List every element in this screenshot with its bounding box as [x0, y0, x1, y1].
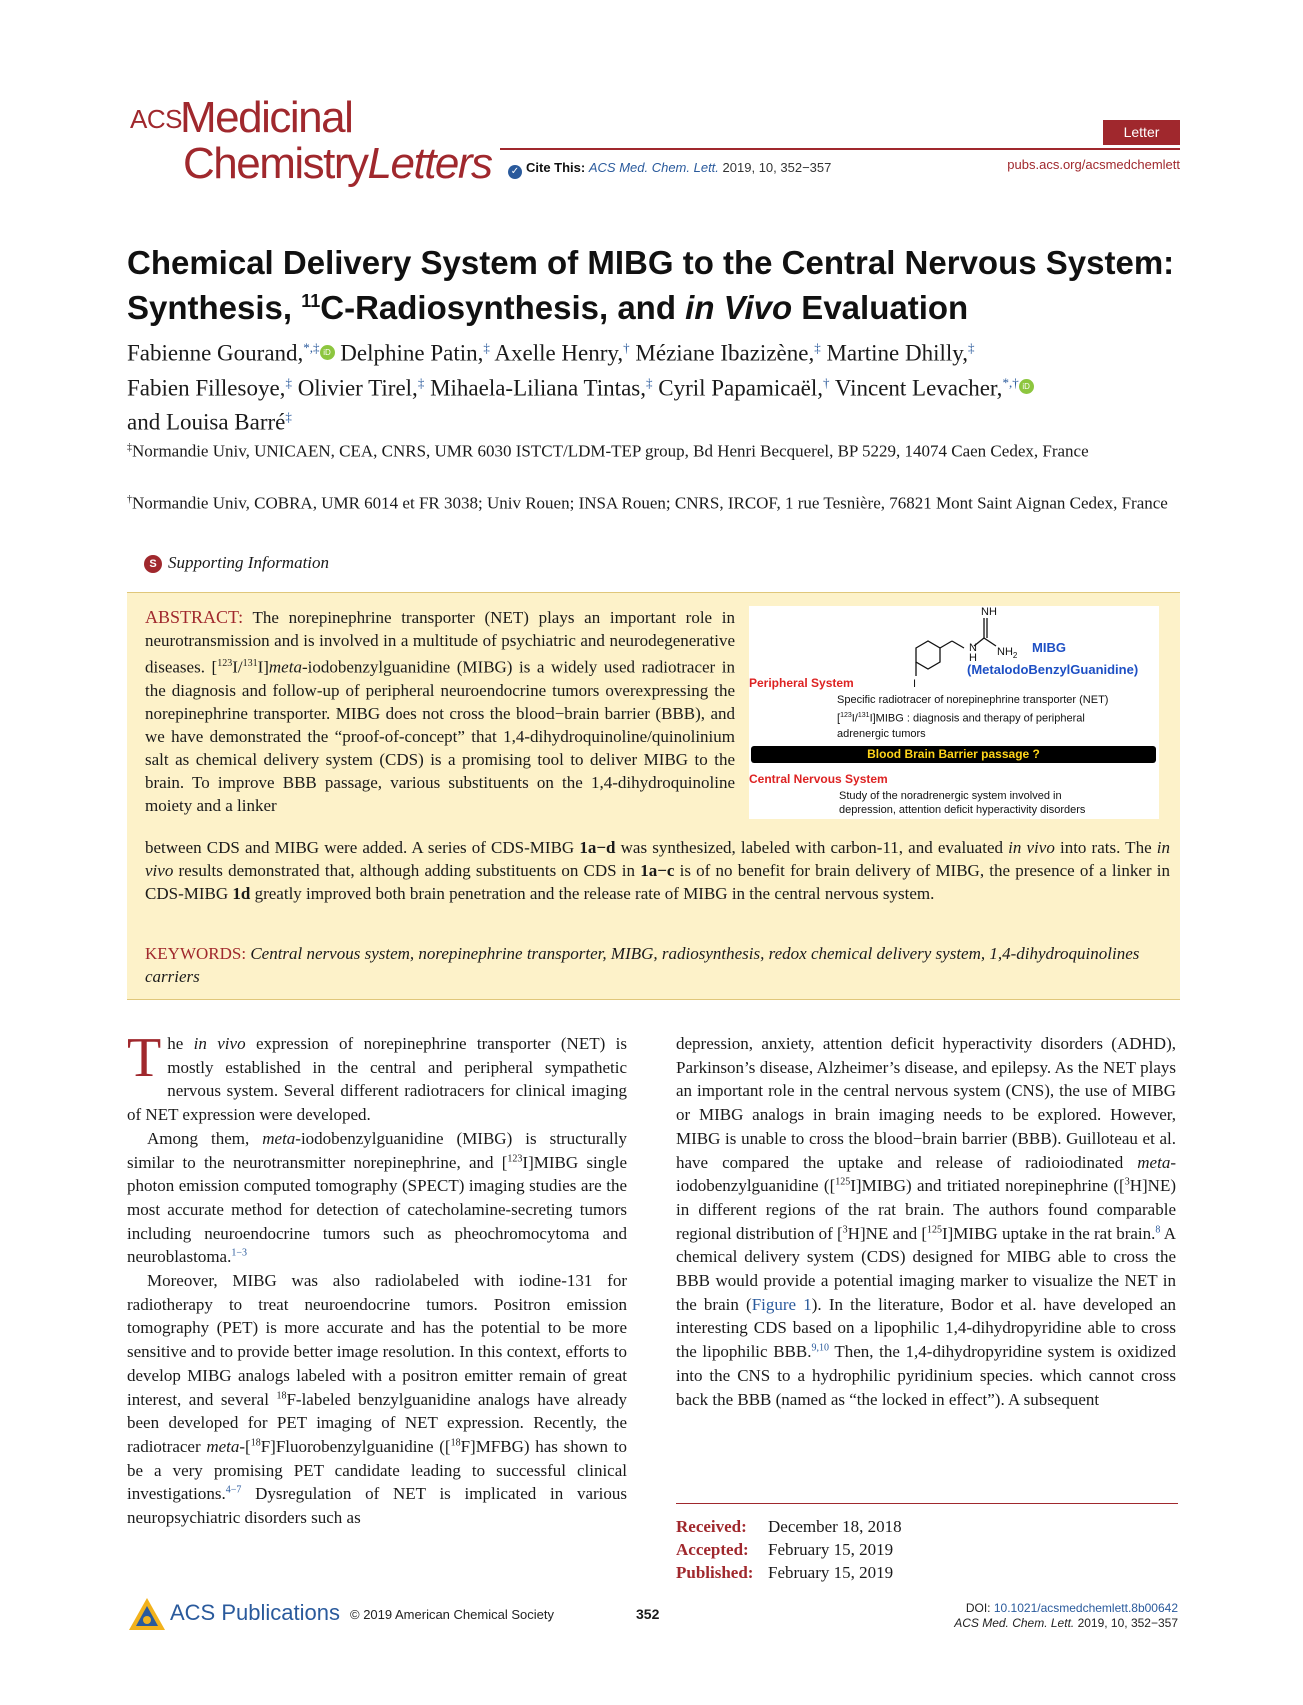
- body-left-column: [127, 1027, 628, 1530]
- abstract-italic: in vivo: [145, 838, 1170, 880]
- logo-chemistry: [183, 139, 492, 188]
- abstract-sup: 123: [217, 658, 233, 669]
- author-name[interactable]: Cyril Papamicaël,: [658, 375, 824, 401]
- date-value: February 15, 2019: [768, 1540, 894, 1559]
- text-sup: 3: [842, 1223, 848, 1235]
- toc-cns-2: depression, attention deficit hyperactivity disorders: [839, 804, 1086, 816]
- citation-link[interactable]: 4−7: [225, 1484, 242, 1496]
- logo-letters-word: Letters: [367, 139, 492, 188]
- text-part: Then, the 1,4-dihydropyridine system is oxidized into the CNS to a hydrophilic pyridinium species. which cannot cross back the BBB (named as “the locked in effect”). A subsequent: [676, 1342, 1176, 1409]
- abstract-part: I]: [257, 657, 269, 677]
- toc-cns-1: Study of the noradrenergic system involved in: [839, 790, 1062, 802]
- body-right-column: [676, 1032, 1176, 1411]
- toc-spec: Specific radiotracer of norepinephrine transporter (NET): [837, 694, 1109, 706]
- header-rule: [500, 148, 1180, 150]
- date-label: Received:: [676, 1517, 747, 1536]
- author-name[interactable]: Delphine Patin,: [340, 340, 484, 366]
- abstract-label: ABSTRACT:: [145, 607, 244, 627]
- journal-ref: [860, 1616, 1178, 1631]
- compound-ref: 1a−d: [579, 838, 616, 857]
- orcid-icon[interactable]: iD: [1019, 379, 1034, 394]
- text-part: he: [167, 1034, 194, 1053]
- toc-nh2-sub: 2: [1012, 651, 1018, 661]
- drop-cap: T: [127, 1027, 162, 1089]
- supporting-info-icon: S: [144, 555, 162, 573]
- date-value: February 15, 2019: [768, 1563, 894, 1582]
- aff-mark: †: [127, 494, 132, 505]
- toc-cns: Central Nervous System: [749, 772, 888, 786]
- logo-chemistry-word: Chemistry: [183, 139, 368, 188]
- acs-publications-link[interactable]: ACS Publications: [170, 1600, 340, 1625]
- title-italic: in Vivo: [685, 289, 793, 326]
- journal-volume: 2019, 10, 352−357: [1074, 1616, 1178, 1630]
- check-icon: ✓: [508, 165, 522, 179]
- journal-url-link[interactable]: pubs.acs.org/acsmedchemlett: [1007, 157, 1180, 172]
- page-number: 352: [636, 1606, 660, 1622]
- cite-volume: 2019, 10, 352−357: [722, 160, 832, 175]
- abstract-part: I/: [232, 657, 243, 677]
- author-mark: *,†: [1002, 374, 1019, 390]
- text-part: Moreover, MIBG was also radiolabeled with iodine-131 for radiotherapy to treat neuroendocrine tumors. Positron emission tomography (PET) is more accurate and has the potential to be more sensitive and to provide better image resolution. In this context, efforts to develop MIBG analogs labeled with a positron emitter remain of great interest, and several: [127, 1271, 627, 1409]
- compound-ref: 1d: [232, 884, 251, 903]
- text-part: H]NE and [: [847, 1223, 927, 1243]
- paragraph: [127, 1027, 627, 1127]
- author-mark: ‡: [417, 374, 425, 390]
- author-mark: †: [823, 374, 830, 390]
- toc-part: I]MIBG : diagnosis and therapy of peripheral: [869, 712, 1085, 725]
- text-italic: meta: [262, 1128, 296, 1148]
- author-list: [127, 333, 1187, 437]
- toc-graphic: [749, 606, 1159, 819]
- text-sup: 18: [276, 1389, 287, 1401]
- author-name[interactable]: Axelle Henry,: [494, 340, 624, 366]
- cite-this[interactable]: [508, 160, 831, 179]
- dates-rule: [676, 1503, 1178, 1504]
- doi-line: [860, 1601, 1178, 1616]
- text-part: ). In the literature, Bodor et al. have developed an interesting CDS based on a lipophilic 1,4-dihydropyridine able to cross the lipophilic BBB.: [676, 1294, 1177, 1362]
- text-part: I]MIBG uptake in the rat brain.: [941, 1223, 1156, 1243]
- text-part: A chemical delivery system (CDS) designed for MIBG able to cross the BBB would provide a potential imaging marker to visualize the NET in the brain (: [676, 1223, 1176, 1314]
- author-name[interactable]: and Louisa Barré: [127, 409, 286, 435]
- abstract-part: -iodobenzylguanidine (MIBG) is a widely used radiotracer in the diagnosis and follow-up of peripheral neuroendocrine tumors overexpressing the norepinephrine transporter. MIBG does not cross the blood−brain barrier (BBB), and we have demonstrated the “proof-of-concept” that 1,4-dihydroquinoline/quinolinium salt as chemical delivery system (CDS) is a promising tool to deliver MIBG to the brain. To improve BBB passage, various substituents on the 1,4-dihydroquinoline moiety and a linker: [145, 657, 735, 815]
- toc-part: I/: [851, 712, 858, 725]
- toc-mibg-full: (MetaIodoBenzylGuanidine): [967, 662, 1139, 677]
- text-part: Dysregulation of NET is implicated in various neuropsychiatric disorders such as: [127, 1484, 627, 1528]
- abstract-part: between CDS and MIBG were added. A series of CDS-MIBG: [145, 838, 580, 857]
- article-type-badge: Letter: [1103, 120, 1180, 145]
- date-value: December 18, 2018: [768, 1517, 902, 1536]
- toc-sup: 123: [840, 712, 852, 719]
- text-sup: 125: [835, 1176, 851, 1188]
- copyright: © 2019 American Chemical Society: [350, 1607, 554, 1622]
- aff-text: Normandie Univ, UNICAEN, CEA, CNRS, UMR 6030 ISTCT/LDM-TEP group, Bd Henri Becquerel, BP 5229, 14074 Caen Cedex, France: [132, 441, 1089, 461]
- title-part: Synthesis,: [127, 289, 302, 326]
- text-sup: 3: [1124, 1176, 1130, 1188]
- abstract-sup: 131: [242, 658, 258, 669]
- text-part: depression, anxiety, attention deficit hyperactivity disorders (ADHD), Parkinson’s disease, Alzheimer’s disease, and epilepsy. As the NET plays an important role in the central nervous system (CNS), the use of MIBG or MIBG analogs in brain imaging needs to be explored. However, MIBG is unable to cross the blood−brain barrier (BBB). Guilloteau et al. have compared the uptake and release of radioiodinated: [676, 1034, 1176, 1172]
- abstract-text-bottom: [145, 836, 1170, 905]
- abstract-italic: meta: [268, 657, 302, 677]
- toc-label-nh2: [997, 646, 1017, 660]
- text-part: F]Fluorobenzylguanidine ([: [260, 1436, 451, 1456]
- text-italic: meta: [206, 1436, 240, 1456]
- abstract-part: The norepinephrine transporter (NET) plays an important role in neurotransmission and is involved in a multitude of psychiatric and neurodegenerative diseases. [: [145, 608, 735, 677]
- affiliation-2: [127, 488, 1187, 515]
- text-italic: meta: [1137, 1152, 1171, 1172]
- author-mark: ‡: [968, 340, 975, 355]
- aff-text: Normandie Univ, COBRA, UMR 6014 et FR 3038; Univ Rouen; INSA Rouen; CNRS, IRCOF, 1 rue Tesnière, 76821 Mont Saint Aignan Cedex, France: [132, 493, 1168, 513]
- article-title: [127, 244, 1187, 327]
- abstract-part: is of no benefit for brain delivery of MIBG, the presence of a linker in CDS-MIBG: [145, 861, 1170, 903]
- text-sup: 123: [507, 1152, 523, 1164]
- keywords: [145, 942, 1170, 988]
- title-part: Evaluation: [792, 289, 969, 326]
- toc-line2: [837, 712, 1085, 725]
- author-name[interactable]: Vincent Levacher,: [834, 375, 1003, 401]
- text-sup: 18: [250, 1437, 261, 1449]
- accepted-date: [676, 1538, 902, 1561]
- title-part: C-Radiosynthesis, and: [320, 289, 686, 326]
- date-label: Accepted:: [676, 1540, 749, 1559]
- keywords-label: KEYWORDS:: [145, 944, 247, 963]
- citation-link[interactable]: 8: [1155, 1223, 1161, 1235]
- toc-sup: 131: [857, 712, 870, 719]
- acs-publications-logo-icon: [127, 1596, 167, 1634]
- abstract-italic: in vivo: [1008, 838, 1055, 857]
- text-part: F]MFBG) has shown to be a very promising PET candidate leading to successful clinical investigations.: [127, 1436, 627, 1504]
- paragraph: [127, 1127, 627, 1269]
- author-mark: ‡: [285, 374, 292, 390]
- toc-bbb-bar: Blood Brain Barrier passage ?: [751, 746, 1156, 763]
- toc-label-nh: NH: [981, 606, 997, 618]
- figure-link[interactable]: Figure 1: [751, 1294, 812, 1314]
- text-sup: 18: [450, 1437, 461, 1449]
- aff-mark: ‡: [127, 442, 132, 453]
- toc-label-n: N: [969, 642, 977, 654]
- text-italic: in vivo: [193, 1034, 246, 1053]
- author-name[interactable]: Martine Dhilly,: [826, 340, 969, 366]
- text-part: -iodobenzylguanidine ([: [676, 1152, 1176, 1196]
- doi-link[interactable]: 10.1021/acsmedchemlett.8b00642: [993, 1601, 1178, 1615]
- cite-label: Cite This:: [526, 160, 586, 175]
- author-name[interactable]: Mihaela-Liliana Tintas,: [430, 375, 646, 401]
- supporting-information-link[interactable]: [144, 553, 329, 573]
- article-dates: [676, 1515, 902, 1584]
- author-mark: †: [623, 340, 630, 355]
- toc-mibg: MIBG: [1032, 640, 1066, 655]
- title-line-2: [127, 282, 1187, 327]
- doi-block: [860, 1601, 1178, 1631]
- affiliation-1: [127, 436, 1187, 463]
- supporting-info-label: Supporting Information: [168, 553, 330, 572]
- toc-line3: adrenergic tumors: [837, 728, 926, 740]
- text-part: F-labeled benzylguanidine analogs have already been developed for PET imaging of NET expression. Recently, the radiotracer: [127, 1389, 628, 1456]
- toc-part: [: [837, 712, 841, 725]
- text-part: expression of norepinephrine transporter (NET) is mostly established in the central and peripheral sympathetic nervous system. Several different radiotracers for clinical imaging of NET expression were developed.: [127, 1034, 627, 1125]
- text-part: H]NE) in different regions of the rat brain. The authors found comparable regional distribution of [: [676, 1176, 1176, 1243]
- published-date: [676, 1561, 902, 1584]
- title-sup: 11: [301, 291, 321, 311]
- cite-journal: ACS Med. Chem. Lett.: [588, 160, 719, 175]
- author-name[interactable]: Fabienne Gourand,: [127, 340, 304, 366]
- text-sup: 125: [926, 1223, 942, 1235]
- doi-label: DOI:: [965, 1601, 994, 1615]
- journal-name: ACS Med. Chem. Lett.: [954, 1616, 1075, 1630]
- compound-ref: 1a−c: [640, 861, 675, 880]
- citation-link[interactable]: 9,10: [811, 1342, 829, 1354]
- orcid-icon[interactable]: iD: [320, 345, 335, 360]
- paragraph: [127, 1269, 627, 1530]
- logo-acs: ACS: [130, 104, 182, 134]
- abstract-part: results demonstrated that, although adding substituents on CDS in: [173, 861, 641, 880]
- toc-label-h: H: [969, 652, 977, 664]
- text-part: I]MIBG) and tritiated norepinephrine ([: [850, 1176, 1125, 1196]
- date-label: Published:: [676, 1563, 754, 1582]
- author-name[interactable]: Méziane Ibazizène,: [635, 340, 815, 366]
- toc-nh2-text: NH: [997, 646, 1013, 658]
- author-name[interactable]: Olivier Tirel,: [297, 375, 418, 401]
- logo-medicinal: Medicinal: [180, 93, 353, 142]
- abstract-part: was synthesized, labeled with carbon-11, and evaluated: [615, 838, 1009, 857]
- toc-label-i: I: [913, 678, 917, 690]
- text-part: -iodobenzylguanidine (MIBG) is structurally similar to the neurotransmitter norepinephrine, and [: [127, 1128, 627, 1172]
- title-line-1: Chemical Delivery System of MIBG to the Central Nervous System:: [127, 244, 1175, 281]
- paragraph: [676, 1032, 1176, 1411]
- author-mark: ‡: [645, 374, 653, 390]
- text-part: I]MIBG single photon emission computed tomography (SPECT) imaging studies are the most accurate method for detection of catecholamine-secreting tumors including neuroendocrine tumors such as pheochromocytoma and neuroblastoma.: [127, 1152, 627, 1267]
- text-part: Among them,: [147, 1128, 263, 1148]
- author-name[interactable]: Fabien Fillesoye,: [127, 375, 286, 401]
- citation-link[interactable]: 1−3: [231, 1247, 247, 1259]
- author-mark: ‡: [285, 409, 292, 425]
- abstract-part: greatly improved both brain penetration and the release rate of MIBG in the central nervous system.: [250, 884, 935, 903]
- text-part: -[: [239, 1436, 251, 1456]
- author-mark: *,‡: [303, 340, 320, 355]
- keywords-list: Central nervous system, norepinephrine transporter, MIBG, radiosynthesis, redox chemical delivery system, 1,4-dihydroquinolines carriers: [145, 944, 1140, 986]
- author-mark: ‡: [483, 340, 490, 355]
- abstract-part: into rats. The: [1054, 838, 1157, 857]
- abstract-text-top: [145, 606, 735, 817]
- received-date: [676, 1515, 902, 1538]
- toc-peripheral: Peripheral System: [749, 676, 854, 690]
- author-mark: ‡: [814, 340, 821, 355]
